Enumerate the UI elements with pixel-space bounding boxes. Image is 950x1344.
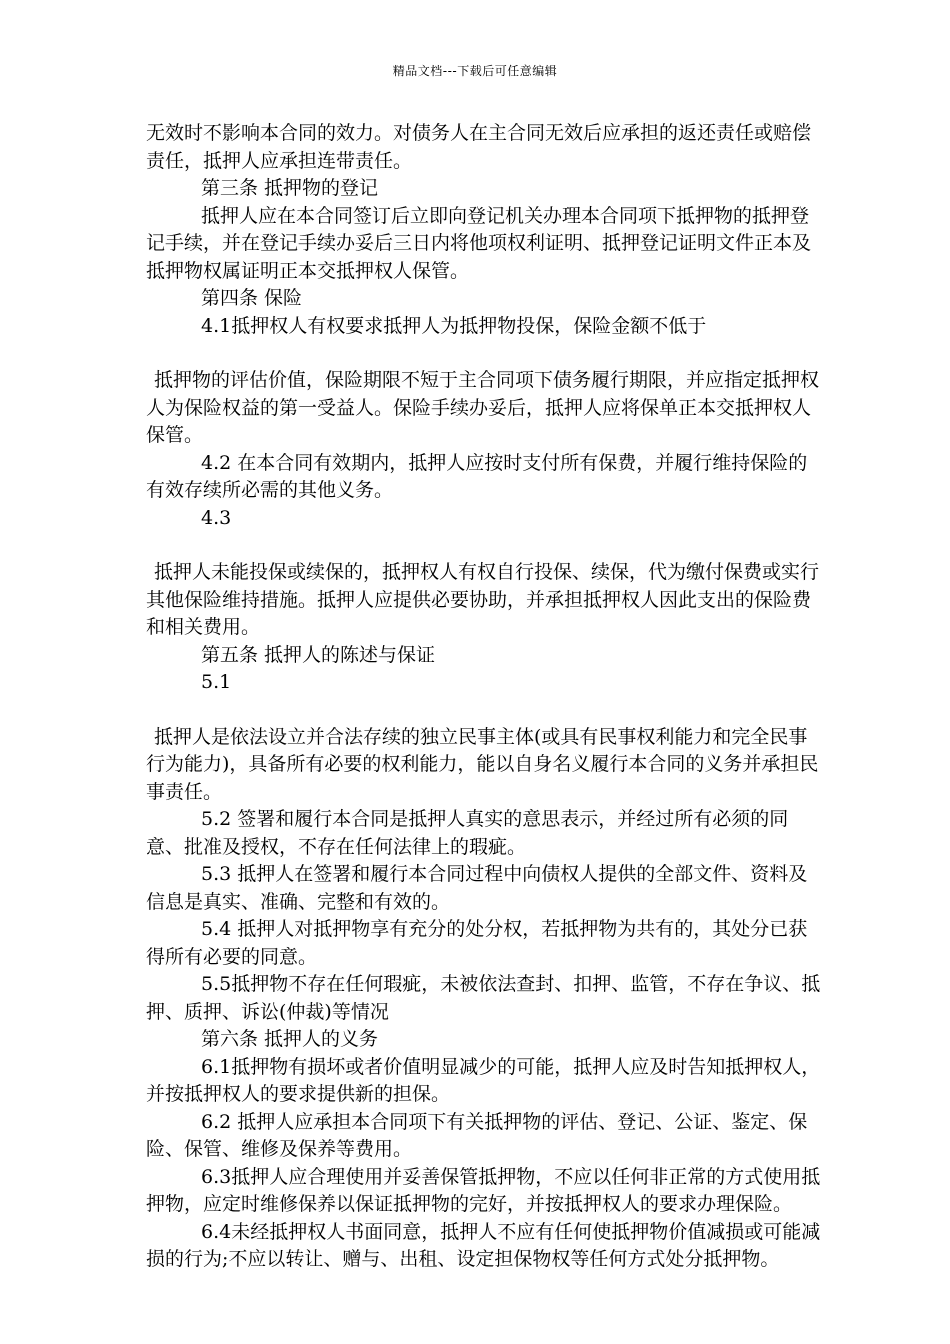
- clause-paragraph: 6.3抵押人应合理使用并妥善保管抵押物，不应以任何非正常的方式使用抵押物，应定时维修保养以保证抵押物的完好，并按抵押权人的要求办理保险。: [146, 1165, 821, 1215]
- clause-paragraph: 5.5抵押物不存在任何瑕疵，未被依法查封、扣押、监管，不存在争议、抵押、质押、诉讼(仲裁)等情况: [146, 973, 821, 1023]
- blank-gap: [146, 340, 826, 367]
- clause-paragraph: 5.4 抵押人对抵押物享有充分的处分权，若抵押物为共有的，其处分已获得所有必要的同意。: [146, 918, 808, 968]
- paragraph: 抵押物的评估价值，保险期限不短于主合同项下债务履行期限，并应指定抵押权人为保险权益的第一受益人。保险手续办妥后，抵押人应将保单正本交抵押权人保管。: [146, 369, 820, 446]
- paragraph: 抵押人应在本合同签订后立即向登记机关办理本合同项下抵押物的抵押登记手续，并在登记手续办妥后三日内将他项权利证明、抵押登记证明文件正本及抵押物权属证明正本交抵押权人保管。: [146, 204, 812, 282]
- blank-gap: [146, 532, 826, 559]
- clause-number: 5.1: [201, 671, 232, 693]
- paragraph: 抵押人未能投保或续保的，抵押权人有权自行投保、续保，代为缴付保费或实行其他保险维持措施。抵押人应提供必要协助，并承担抵押权人因此支出的保险费和相关费用。: [146, 561, 820, 638]
- clause-number: 4.3: [201, 506, 232, 529]
- clause-paragraph: 4.1抵押权人有权要求抵押人为抵押物投保，保险金额不低于: [201, 314, 707, 337]
- blank-gap: [146, 697, 826, 724]
- section-heading: 第六条 抵押人的义务: [201, 1028, 379, 1050]
- section-heading: 第三条 抵押物的登记: [201, 177, 379, 199]
- clause-paragraph: 6.2 抵押人应承担本合同项下有关抵押物的评估、登记、公证、鉴定、保险、保管、维修及保养等费用。: [146, 1110, 808, 1160]
- clause-paragraph: 5.3 抵押人在签署和履行本合同过程中向债权人提供的全部文件、资料及信息是真实、准确、完整和有效的。: [146, 863, 808, 913]
- paragraph: 无效时不影响本合同的效力。对债务人在主合同无效后应承担的返还责任或赔偿责任，抵押人应承担连带责任。: [146, 122, 812, 172]
- page-header: 精品文档---下载后可任意编辑: [392, 64, 558, 78]
- clause-paragraph: 6.4未经抵押权人书面同意，抵押人不应有任何使抵押物价值减损或可能减损的行为;不应以转让、赠与、出租、设定担保物权等任何方式处分抵押物。: [146, 1220, 821, 1270]
- document-body: [146, 120, 826, 1274]
- section-heading: 第五条 抵押人的陈述与保证: [201, 643, 436, 666]
- clause-paragraph: 6.1抵押物有损坏或者价值明显减少的可能，抵押人应及时告知抵押权人，并按抵押权人的要求提供新的担保。: [146, 1055, 821, 1105]
- clause-paragraph: 4.2 在本合同有效期内，抵押人应按时支付所有保费，并履行维持保险的有效存续所必需的其他义务。: [146, 451, 808, 501]
- clause-paragraph: 5.2 签署和履行本合同是抵押人真实的意思表示，并经过所有必须的同意、批准及授权，不存在任何法律上的瑕疵。: [146, 808, 789, 858]
- paragraph: 抵押人是依法设立并合法存续的独立民事主体(或具有民事权利能力和完全民事行为能力)，具备所有必要的权利能力，能以自身名义履行本合同的义务并承担民事责任。: [146, 725, 819, 803]
- section-heading: 第四条 保险: [201, 287, 303, 309]
